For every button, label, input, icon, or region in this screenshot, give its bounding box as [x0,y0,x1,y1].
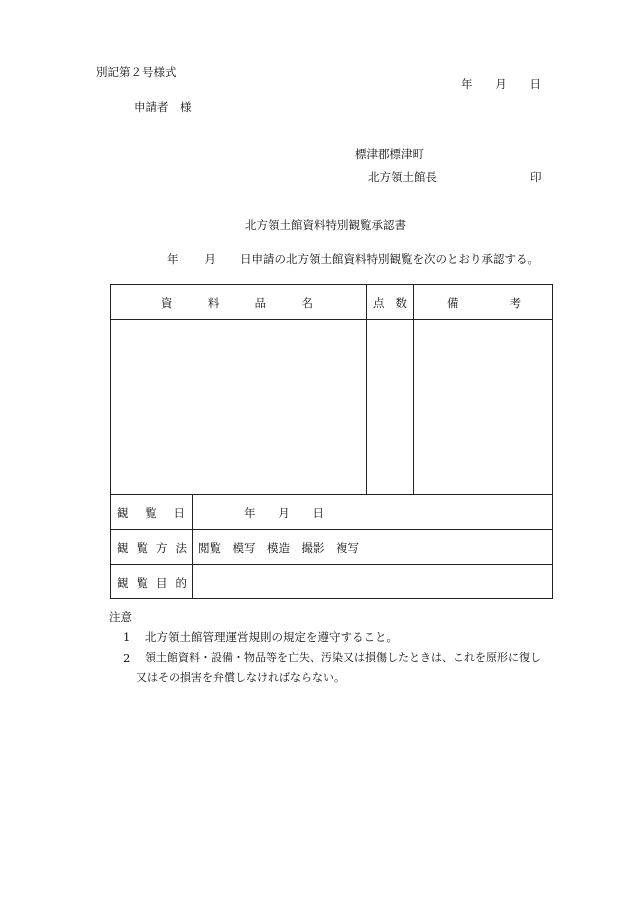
issuer-place: 標津郡標津町 [355,147,424,161]
note-1-number: 1 [123,630,131,644]
remarks-entry-area[interactable] [414,320,552,494]
notes-heading: 注意 [109,610,132,624]
header-count [373,296,407,310]
header-remarks [447,296,521,310]
row-date-value[interactable] [244,506,324,520]
header-char: 品 [254,296,267,310]
date-day: 日 [529,77,541,91]
form-number: 別記第２号様式 [96,65,177,79]
document-title: 北方領土館資料特別観覧承認書 [245,218,406,232]
header-char: 名 [301,296,313,310]
row-purpose-label [117,576,187,590]
materials-table [110,284,553,599]
materials-entry-area[interactable] [111,320,366,494]
issuer-title: 北方領土館長 [368,170,437,184]
row-purpose-value[interactable] [198,576,538,590]
note-2-number: 2 [123,651,131,665]
label-char: 覧 [136,541,148,555]
header-char: 料 [207,296,220,310]
date-value-day: 日 [312,506,324,520]
header-char: 数 [395,296,407,310]
note-2-text-line1: 領土館資料・設備・物品等を亡失、汚染又は損傷したときは、これを原形に復し [145,651,541,664]
seal-mark: 印 [530,170,542,184]
note-1-text: 北方領土館管理運営規則の規定を遵守すること。 [145,630,398,644]
label-char: 覧 [145,506,157,520]
approval-year: 年 [167,252,179,266]
label-char: 的 [175,576,187,590]
label-char: 観 [117,506,129,520]
label-char: 覧 [136,576,148,590]
label-char: 法 [175,541,187,555]
date-value-month: 月 [278,506,290,520]
label-char: 方 [156,541,168,555]
count-entry-area[interactable] [367,320,413,494]
row-method-label [117,541,187,555]
applicant: 申請者 様 [134,100,192,114]
header-char: 点 [373,296,385,310]
header-materials [161,296,313,310]
header-char: 備 [447,296,459,310]
date-month: 月 [495,77,507,91]
approval-month: 月 [204,252,216,266]
note-2-text-line2: 又はその損害を弁償しなければならない。 [136,671,345,684]
label-char: 日 [173,506,185,520]
header-char: 考 [509,296,521,310]
date-value-year: 年 [244,506,256,520]
row-date-label [117,506,185,520]
approval-body: 日申請の北方領土館資料特別観覧を次のとおり承認する。 [240,252,539,266]
label-char: 目 [156,576,168,590]
date-year: 年 [461,77,473,91]
date-header [461,77,541,91]
label-char: 観 [117,541,129,555]
header-char: 資 [161,296,173,310]
row-method-value[interactable]: 閲覧 模写 模造 撮影 複写 [198,541,359,555]
label-char: 観 [117,576,129,590]
approval-text [167,252,539,266]
